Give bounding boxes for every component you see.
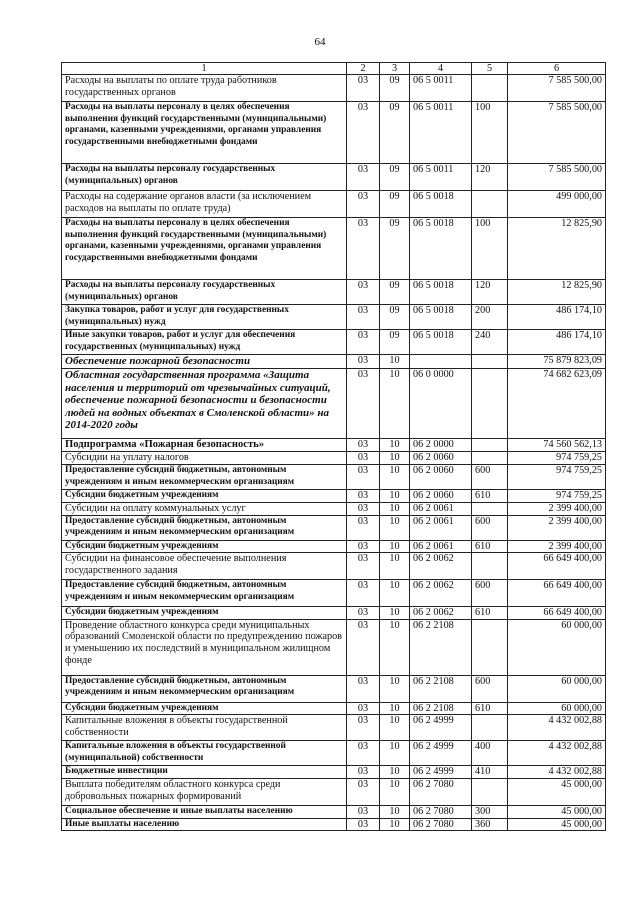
table-row bbox=[62, 515, 606, 540]
row-target-article-cell: 06 5 0011 bbox=[410, 164, 472, 191]
row-name-cell: Социальное обеспечение и иные выплаты населению bbox=[62, 805, 347, 818]
row-target-article-cell: 06 2 0062 bbox=[410, 607, 472, 620]
page-number: 64 bbox=[314, 36, 326, 48]
row-expense-type-cell: 300 bbox=[472, 805, 508, 818]
row-name-cell: Капитальные вложения в объекты государственной (муниципальной) собственности bbox=[62, 741, 347, 766]
row-target-article-cell: 06 5 0018 bbox=[410, 191, 472, 218]
row-section-cell: 03 bbox=[347, 280, 380, 305]
table-row bbox=[62, 741, 606, 766]
row-amount-cell: 4 432 002,88 bbox=[508, 715, 606, 741]
table-row bbox=[62, 102, 606, 164]
row-target-article-cell bbox=[410, 355, 472, 369]
table-row bbox=[62, 75, 606, 102]
table-row bbox=[62, 715, 606, 741]
row-target-article-cell: 06 2 2108 bbox=[410, 675, 472, 702]
row-subsection-cell: 10 bbox=[380, 490, 410, 503]
row-section-cell: 03 bbox=[347, 369, 380, 439]
table-row bbox=[62, 778, 606, 805]
row-expense-type-cell: 360 bbox=[472, 818, 508, 831]
row-name-cell: Предоставление субсидий бюджетным, автономным учреждениям и иным некоммерческим организациям bbox=[62, 515, 347, 540]
row-section-cell: 03 bbox=[347, 102, 380, 164]
row-name-cell: Областная государственная программа «Защита населения и территорий от чрезвычайных ситуаций, обеспечение пожарной безопасности и безопасности людей на водных объектах в Смоленской области» на 2014-2020 годы bbox=[62, 369, 347, 439]
row-amount-cell: 45 000,00 bbox=[508, 778, 606, 805]
row-subsection-cell: 10 bbox=[380, 540, 410, 553]
row-expense-type-cell: 200 bbox=[472, 305, 508, 330]
row-target-article-cell: 06 2 0062 bbox=[410, 553, 472, 580]
row-section-cell: 03 bbox=[347, 191, 380, 218]
row-section-cell: 03 bbox=[347, 580, 380, 607]
row-target-article-cell: 06 5 0011 bbox=[410, 75, 472, 102]
row-name-cell: Капитальные вложения в объекты государственной собственности bbox=[62, 715, 347, 741]
row-target-article-cell: 06 5 0011 bbox=[410, 102, 472, 164]
row-expense-type-cell: 240 bbox=[472, 330, 508, 355]
row-subsection-cell: 09 bbox=[380, 280, 410, 305]
row-amount-cell: 66 649 400,00 bbox=[508, 553, 606, 580]
row-expense-type-cell: 610 bbox=[472, 490, 508, 503]
row-name-cell: Расходы на выплаты персоналу в целях обеспечения выполнения функций государственными (муниципальными) органами, казенными учреждениями, органами управления государственными внебюджетными фондами bbox=[62, 218, 347, 280]
row-amount-cell: 12 825,90 bbox=[508, 218, 606, 280]
row-name-cell: Субсидии бюджетным учреждениям bbox=[62, 702, 347, 715]
row-expense-type-cell bbox=[472, 778, 508, 805]
row-target-article-cell: 06 2 4999 bbox=[410, 766, 472, 779]
row-expense-type-cell: 100 bbox=[472, 218, 508, 280]
row-section-cell: 03 bbox=[347, 515, 380, 540]
table-row bbox=[62, 675, 606, 702]
row-name-cell: Субсидии на оплату коммунальных услуг bbox=[62, 502, 347, 515]
row-name-cell: Расходы на содержание органов власти (за исключением расходов на выплаты по оплате труда) bbox=[62, 191, 347, 218]
row-subsection-cell: 10 bbox=[380, 369, 410, 439]
row-expense-type-cell bbox=[472, 715, 508, 741]
row-name-cell: Субсидии на финансовое обеспечение выполнения государственного задания bbox=[62, 553, 347, 580]
row-name-cell: Иные закупки товаров, работ и услуг для обеспечения государственных (муниципальных) нужд bbox=[62, 330, 347, 355]
row-section-cell: 03 bbox=[347, 75, 380, 102]
row-name-cell: Предоставление субсидий бюджетным, автономным учреждениям и иным некоммерческим организациям bbox=[62, 675, 347, 702]
row-subsection-cell: 10 bbox=[380, 715, 410, 741]
table-row bbox=[62, 580, 606, 607]
row-amount-cell: 7 585 500,00 bbox=[508, 164, 606, 191]
row-name-cell: Обеспечение пожарной безопасности bbox=[62, 355, 347, 369]
row-section-cell: 03 bbox=[347, 607, 380, 620]
row-target-article-cell: 06 2 0061 bbox=[410, 540, 472, 553]
row-name-cell: Закупка товаров, работ и услуг для государственных (муниципальных) нужд bbox=[62, 305, 347, 330]
row-subsection-cell: 10 bbox=[380, 675, 410, 702]
row-section-cell: 03 bbox=[347, 439, 380, 452]
row-amount-cell: 7 585 500,00 bbox=[508, 102, 606, 164]
header-col-5: 5 bbox=[472, 63, 508, 75]
row-name-cell: Субсидии бюджетным учреждениям bbox=[62, 490, 347, 503]
table-header-row bbox=[62, 63, 606, 75]
row-section-cell: 03 bbox=[347, 465, 380, 490]
row-amount-cell: 60 000,00 bbox=[508, 702, 606, 715]
row-subsection-cell: 10 bbox=[380, 580, 410, 607]
row-target-article-cell: 06 2 4999 bbox=[410, 741, 472, 766]
row-expense-type-cell: 610 bbox=[472, 702, 508, 715]
row-amount-cell: 74 682 623,09 bbox=[508, 369, 606, 439]
row-section-cell: 03 bbox=[347, 741, 380, 766]
table-row bbox=[62, 702, 606, 715]
row-section-cell: 03 bbox=[347, 553, 380, 580]
table-row bbox=[62, 540, 606, 553]
row-subsection-cell: 09 bbox=[380, 75, 410, 102]
row-expense-type-cell: 120 bbox=[472, 280, 508, 305]
row-target-article-cell: 06 5 0018 bbox=[410, 330, 472, 355]
row-section-cell: 03 bbox=[347, 540, 380, 553]
row-section-cell: 03 bbox=[347, 502, 380, 515]
row-subsection-cell: 10 bbox=[380, 778, 410, 805]
table-row bbox=[62, 218, 606, 280]
row-amount-cell: 66 649 400,00 bbox=[508, 580, 606, 607]
row-subsection-cell: 10 bbox=[380, 355, 410, 369]
row-subsection-cell: 10 bbox=[380, 553, 410, 580]
row-target-article-cell: 06 2 0061 bbox=[410, 515, 472, 540]
row-expense-type-cell bbox=[472, 619, 508, 675]
row-subsection-cell: 10 bbox=[380, 805, 410, 818]
row-amount-cell: 4 432 002,88 bbox=[508, 741, 606, 766]
row-amount-cell: 486 174,10 bbox=[508, 330, 606, 355]
row-name-cell: Субсидии бюджетным учреждениям bbox=[62, 540, 347, 553]
table-row bbox=[62, 490, 606, 503]
row-amount-cell: 60 000,00 bbox=[508, 675, 606, 702]
row-target-article-cell: 06 2 0062 bbox=[410, 580, 472, 607]
row-target-article-cell: 06 2 0000 bbox=[410, 439, 472, 452]
row-amount-cell: 74 560 562,13 bbox=[508, 439, 606, 452]
row-subsection-cell: 10 bbox=[380, 766, 410, 779]
row-expense-type-cell: 600 bbox=[472, 515, 508, 540]
table-row bbox=[62, 465, 606, 490]
table-row bbox=[62, 553, 606, 580]
row-section-cell: 03 bbox=[347, 330, 380, 355]
row-amount-cell: 75 879 823,09 bbox=[508, 355, 606, 369]
row-amount-cell: 974 759,25 bbox=[508, 490, 606, 503]
header-col-4: 4 bbox=[410, 63, 472, 75]
table-row bbox=[62, 805, 606, 818]
row-amount-cell: 45 000,00 bbox=[508, 818, 606, 831]
row-expense-type-cell bbox=[472, 191, 508, 218]
row-amount-cell: 499 000,00 bbox=[508, 191, 606, 218]
row-subsection-cell: 10 bbox=[380, 702, 410, 715]
row-target-article-cell: 06 5 0018 bbox=[410, 218, 472, 280]
table-row bbox=[62, 369, 606, 439]
table-row bbox=[62, 818, 606, 831]
row-amount-cell: 974 759,25 bbox=[508, 452, 606, 465]
row-expense-type-cell bbox=[472, 439, 508, 452]
row-name-cell: Выплата победителям областного конкурса среди добровольных пожарных формирований bbox=[62, 778, 347, 805]
table-row bbox=[62, 766, 606, 779]
row-amount-cell: 974 759,25 bbox=[508, 465, 606, 490]
row-section-cell: 03 bbox=[347, 619, 380, 675]
row-amount-cell: 2 399 400,00 bbox=[508, 502, 606, 515]
table-row bbox=[62, 305, 606, 330]
row-section-cell: 03 bbox=[347, 355, 380, 369]
row-section-cell: 03 bbox=[347, 818, 380, 831]
row-expense-type-cell bbox=[472, 452, 508, 465]
row-subsection-cell: 10 bbox=[380, 741, 410, 766]
row-name-cell: Иные выплаты населению bbox=[62, 818, 347, 831]
row-section-cell: 03 bbox=[347, 452, 380, 465]
row-subsection-cell: 09 bbox=[380, 164, 410, 191]
row-expense-type-cell: 410 bbox=[472, 766, 508, 779]
table-row bbox=[62, 502, 606, 515]
row-expense-type-cell: 120 bbox=[472, 164, 508, 191]
row-subsection-cell: 10 bbox=[380, 439, 410, 452]
budget-table bbox=[61, 62, 606, 831]
row-expense-type-cell: 610 bbox=[472, 540, 508, 553]
row-expense-type-cell: 600 bbox=[472, 465, 508, 490]
row-subsection-cell: 10 bbox=[380, 502, 410, 515]
row-name-cell: Бюджетные инвестиции bbox=[62, 766, 347, 779]
row-amount-cell: 60 000,00 bbox=[508, 619, 606, 675]
row-name-cell: Подпрограмма «Пожарная безопасность» bbox=[62, 439, 347, 452]
row-target-article-cell: 06 5 0018 bbox=[410, 280, 472, 305]
row-target-article-cell: 06 2 0060 bbox=[410, 490, 472, 503]
row-subsection-cell: 10 bbox=[380, 818, 410, 831]
row-target-article-cell: 06 2 4999 bbox=[410, 715, 472, 741]
row-expense-type-cell bbox=[472, 75, 508, 102]
row-subsection-cell: 09 bbox=[380, 305, 410, 330]
row-expense-type-cell bbox=[472, 355, 508, 369]
row-section-cell: 03 bbox=[347, 702, 380, 715]
row-expense-type-cell: 600 bbox=[472, 675, 508, 702]
table-row bbox=[62, 355, 606, 369]
row-subsection-cell: 10 bbox=[380, 515, 410, 540]
row-target-article-cell: 06 2 7080 bbox=[410, 805, 472, 818]
row-expense-type-cell: 100 bbox=[472, 102, 508, 164]
row-name-cell: Расходы на выплаты персоналу государственных (муниципальных) органов bbox=[62, 164, 347, 191]
row-expense-type-cell bbox=[472, 553, 508, 580]
row-subsection-cell: 10 bbox=[380, 452, 410, 465]
header-col-1: 1 bbox=[62, 63, 347, 75]
row-section-cell: 03 bbox=[347, 715, 380, 741]
header-col-2: 2 bbox=[347, 63, 380, 75]
table-row bbox=[62, 330, 606, 355]
row-amount-cell: 7 585 500,00 bbox=[508, 75, 606, 102]
row-amount-cell: 66 649 400,00 bbox=[508, 607, 606, 620]
row-name-cell: Предоставление субсидий бюджетным, автономным учреждениям и иным некоммерческим организациям bbox=[62, 465, 347, 490]
row-subsection-cell: 09 bbox=[380, 191, 410, 218]
row-target-article-cell: 06 2 7080 bbox=[410, 778, 472, 805]
table-row bbox=[62, 607, 606, 620]
row-subsection-cell: 10 bbox=[380, 607, 410, 620]
row-section-cell: 03 bbox=[347, 305, 380, 330]
row-name-cell: Расходы на выплаты персоналу в целях обеспечения выполнения функций государственными (муниципальными) органами, казенными учреждениями, органами управления государственными внебюджетными фондами bbox=[62, 102, 347, 164]
row-target-article-cell: 06 2 7080 bbox=[410, 818, 472, 831]
row-name-cell: Субсидии бюджетным учреждениям bbox=[62, 607, 347, 620]
row-target-article-cell: 06 2 0060 bbox=[410, 452, 472, 465]
table-body bbox=[62, 75, 606, 831]
row-name-cell: Проведение областного конкурса среди муниципальных образований Смоленской области по предупреждению пожаров и уменьшению их последствий в муниципальном жилищном фонде bbox=[62, 619, 347, 675]
row-subsection-cell: 09 bbox=[380, 102, 410, 164]
row-amount-cell: 12 825,90 bbox=[508, 280, 606, 305]
row-amount-cell: 486 174,10 bbox=[508, 305, 606, 330]
row-subsection-cell: 10 bbox=[380, 465, 410, 490]
row-section-cell: 03 bbox=[347, 805, 380, 818]
row-target-article-cell: 06 0 0000 bbox=[410, 369, 472, 439]
row-name-cell: Расходы на выплаты по оплате труда работников государственных органов bbox=[62, 75, 347, 102]
row-section-cell: 03 bbox=[347, 490, 380, 503]
row-section-cell: 03 bbox=[347, 218, 380, 280]
row-expense-type-cell bbox=[472, 369, 508, 439]
row-subsection-cell: 09 bbox=[380, 218, 410, 280]
table-row bbox=[62, 164, 606, 191]
table-row bbox=[62, 191, 606, 218]
row-target-article-cell: 06 2 0060 bbox=[410, 465, 472, 490]
table-row bbox=[62, 619, 606, 675]
row-expense-type-cell: 600 bbox=[472, 580, 508, 607]
row-section-cell: 03 bbox=[347, 164, 380, 191]
row-expense-type-cell: 400 bbox=[472, 741, 508, 766]
row-target-article-cell: 06 2 2108 bbox=[410, 619, 472, 675]
row-target-article-cell: 06 2 0061 bbox=[410, 502, 472, 515]
row-subsection-cell: 09 bbox=[380, 330, 410, 355]
row-name-cell: Субсидии на уплату налогов bbox=[62, 452, 347, 465]
row-amount-cell: 2 399 400,00 bbox=[508, 515, 606, 540]
row-subsection-cell: 10 bbox=[380, 619, 410, 675]
table-row bbox=[62, 280, 606, 305]
row-name-cell: Расходы на выплаты персоналу государственных (муниципальных) органов bbox=[62, 280, 347, 305]
table-row bbox=[62, 439, 606, 452]
row-amount-cell: 45 000,00 bbox=[508, 805, 606, 818]
header-col-6: 6 bbox=[508, 63, 606, 75]
row-expense-type-cell bbox=[472, 502, 508, 515]
row-amount-cell: 4 432 002,88 bbox=[508, 766, 606, 779]
row-section-cell: 03 bbox=[347, 778, 380, 805]
row-expense-type-cell: 610 bbox=[472, 607, 508, 620]
row-target-article-cell: 06 5 0018 bbox=[410, 305, 472, 330]
row-section-cell: 03 bbox=[347, 766, 380, 779]
row-amount-cell: 2 399 400,00 bbox=[508, 540, 606, 553]
row-name-cell: Предоставление субсидий бюджетным, автономным учреждениям и иным некоммерческим организациям bbox=[62, 580, 347, 607]
header-col-3: 3 bbox=[380, 63, 410, 75]
row-section-cell: 03 bbox=[347, 675, 380, 702]
table-row bbox=[62, 452, 606, 465]
row-target-article-cell: 06 2 2108 bbox=[410, 702, 472, 715]
